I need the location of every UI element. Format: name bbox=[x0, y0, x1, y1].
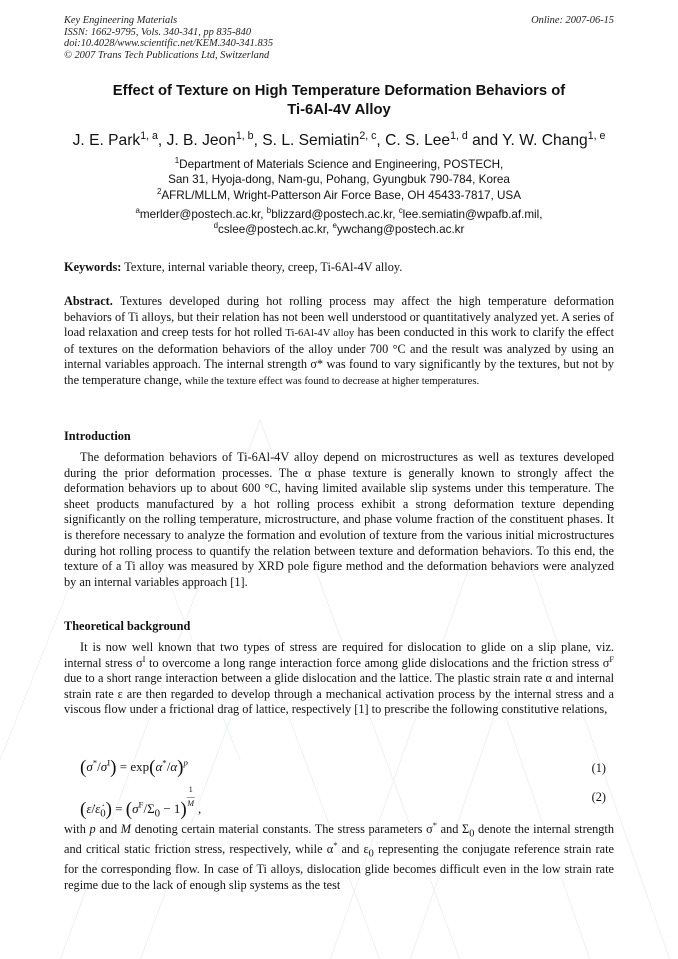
superscript: F bbox=[609, 654, 614, 664]
issn-line: ISSN: 1662-9795, Vols. 340-341, pp 835-840 bbox=[64, 26, 252, 38]
abstract-text: Textures developed during hot rolling process may affect the high temperature deformation behaviors of Ti alloys, but their relation has not been well understood or quantitatively analyzed yet. A series of load relaxation and creep tests for hot rolled bbox=[64, 294, 614, 340]
author-name: J. B. Jeon bbox=[166, 132, 236, 149]
author-affiliation-mark: 1, d bbox=[450, 129, 468, 142]
author-affiliation-mark: 1, b bbox=[235, 129, 254, 142]
equation-2-number: (2) bbox=[591, 790, 606, 804]
affiliation-text: AFRL/MLLM, Wright-Patterson Air Force Base, OH 45433-7817, USA bbox=[161, 188, 522, 202]
subscript: 0 bbox=[469, 828, 475, 840]
symbol-p: p bbox=[89, 822, 96, 836]
abstract-text-cont: has been conducted in this work to clarify the effect of textures on the deformation behaviors of the alloy under 700 °C and the result was analyzed by using an internal variables approach. The internal strength σ* was found to vary significantly by the textures, but not by the temperature change, bbox=[64, 325, 614, 387]
journal-header bbox=[64, 15, 273, 61]
journal-name: Key Engineering Materials bbox=[64, 15, 178, 26]
author-name: C. S. Lee bbox=[385, 132, 451, 149]
author-emails bbox=[40, 207, 638, 238]
email-link[interactable]: lee.semiatin@wpafb.af.mil, bbox=[402, 208, 543, 221]
body-text: representing the conjugate reference strain rate for the corresponding flow. In case of Ti alloys, dislocation glide becomes difficult even in the low strain rate regime due to the lack of enough slip systems as the test bbox=[64, 842, 614, 892]
author-affiliation-mark: 2, c bbox=[359, 129, 377, 142]
email-mark: d bbox=[213, 221, 218, 231]
online-date: Online: 2007-06-15 bbox=[531, 15, 614, 26]
email-line-2 bbox=[40, 222, 638, 237]
affiliation-1-line-1 bbox=[40, 157, 638, 172]
introduction-paragraph: The deformation behaviors of Ti-6Al-4V alloy depend on microstructures as well as textures developed during the prior deformation processes. The α phase texture is generally known to strongly affect the deformation behaviors up to about 600 °C, having limited available slip systems under this temperature. The sheet products manufactured by a hot rolling process exhibit a strong deformation texture depending significantly on the rolling temperature, microstructure, and phase volume fraction of the constituent phases. It is therefore necessary to analyze the formation and evolution of texture from the various initial microstructures during hot rolling process to quantify the relation between texture and deformation behaviors. To this end, the texture of a Ti alloy was measured by XRD pole figure method and the deformation behaviors were analyzed by an internal variables approach [1]. bbox=[64, 450, 614, 589]
section-heading-introduction: Introduction bbox=[64, 429, 131, 443]
abstract-label: Abstract. bbox=[64, 294, 113, 308]
theory-text: due to a short range interaction between a glide dislocation and the lattice. The plastic strain rate α and internal strain rate ε are then regarded to develop through a mechanical activation process by the internal stress and a viscous flow under a frictional drag of lattice, respectively [1] to prescribe the following constitutive relations, bbox=[64, 671, 614, 717]
paper-title bbox=[40, 82, 638, 120]
email-link[interactable]: merlder@postech.ac.kr, bbox=[139, 208, 264, 221]
keywords bbox=[64, 260, 614, 276]
equation-1-number: (1) bbox=[591, 761, 606, 775]
equation-1: $(\sigma^*/\sigma^I)$ = exp(α*/α̇)$^p$ bbox=[80, 757, 188, 778]
author-separator: , bbox=[157, 132, 167, 149]
affiliation-mark: 1 bbox=[174, 156, 180, 166]
email-link[interactable]: ywchang@postech.ac.kr bbox=[336, 223, 465, 237]
body-text: and bbox=[95, 822, 121, 836]
theory-text: to overcome a long range interaction force among glide dislocations and the friction stress σ bbox=[145, 655, 610, 670]
author-affiliation-mark: 1, e bbox=[587, 129, 606, 142]
author-name: Y. W. Chang bbox=[502, 132, 588, 149]
title-line-2: Ti-6Al-4V Alloy bbox=[287, 102, 391, 118]
body-text: denote the internal strength and critical static friction stress, respectively, while α bbox=[64, 822, 614, 857]
body-text: with bbox=[64, 822, 90, 836]
keywords-label: Keywords: bbox=[64, 260, 122, 274]
superscript: * bbox=[432, 820, 437, 830]
email-mark: e bbox=[332, 221, 337, 231]
theory-paragraph bbox=[64, 640, 614, 718]
email-line-1 bbox=[40, 207, 638, 222]
affiliations bbox=[40, 157, 638, 203]
post-equation-paragraph bbox=[64, 822, 614, 893]
email-link[interactable]: blizzard@postech.ac.kr, bbox=[271, 208, 396, 221]
section-heading-theory: Theoretical background bbox=[64, 619, 191, 633]
symbol-m: M bbox=[120, 822, 132, 836]
theory-text: It is now well known that two types of stress are required for dislocation to glide on a slip plane, viz. internal stress σ bbox=[64, 640, 614, 670]
superscript: I bbox=[142, 654, 146, 664]
subscript: 0 bbox=[368, 848, 374, 860]
affiliation-text: Department of Materials Science and Engineering, POSTECH, bbox=[179, 158, 504, 171]
email-link[interactable]: cslee@postech.ac.kr, bbox=[217, 223, 330, 237]
author-name: J. E. Park bbox=[72, 132, 141, 149]
author-affiliation-mark: 1, a bbox=[140, 129, 158, 142]
title-line-1: Effect of Texture on High Temperature Deformation Behaviors of bbox=[112, 83, 566, 99]
affiliation-mark: 2 bbox=[156, 186, 162, 196]
doi-line: doi:10.4028/www.scientific.net/KEM.340-341.835 bbox=[64, 38, 274, 49]
author-separator: , bbox=[253, 132, 263, 149]
keywords-text: Texture, internal variable theory, creep, Ti-6Al-4V alloy. bbox=[124, 260, 403, 274]
equation-2: $(\varepsiloṅ/\varepsiloṅ_0) = (\sigma^F/\Sigma_0 - 1)1$ — M , bbox=[80, 785, 202, 820]
author-list bbox=[20, 131, 658, 151]
abstract-alloy-name: Ti-6Al-4V alloy bbox=[285, 328, 355, 340]
affiliation-1-line-2: San 31, Hyoja-dong, Nam-gu, Pohang, Gyungbuk 790-784, Korea bbox=[168, 173, 510, 187]
author-and: and bbox=[467, 132, 503, 149]
abstract-text-end: while the texture effect was found to decrease at higher temperatures. bbox=[184, 375, 480, 387]
email-mark: a bbox=[135, 206, 140, 216]
body-text: and ε bbox=[337, 842, 369, 857]
copyright-line: © 2007 Trans Tech Publications Ltd, Switzerland bbox=[64, 49, 270, 61]
superscript: * bbox=[333, 840, 338, 850]
body-text: and Σ bbox=[436, 822, 470, 836]
abstract bbox=[64, 294, 614, 390]
email-mark: c bbox=[398, 206, 403, 216]
author-name: S. L. Semiatin bbox=[262, 132, 360, 149]
body-text: denoting certain material constants. The stress parameters σ bbox=[131, 822, 433, 836]
email-mark: b bbox=[266, 206, 272, 216]
author-separator: , bbox=[376, 132, 386, 149]
affiliation-2 bbox=[40, 188, 638, 203]
